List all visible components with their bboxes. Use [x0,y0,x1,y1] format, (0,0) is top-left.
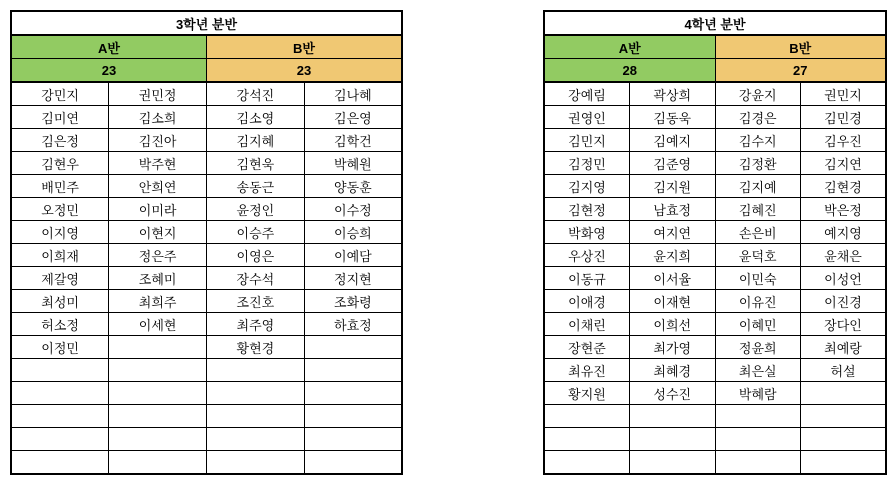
student-name-cell: 곽상희 [630,82,716,106]
student-name-cell: 김정환 [715,152,801,175]
empty-cell [11,359,109,382]
empty-cell [109,428,207,451]
empty-cell [207,359,305,382]
student-name-cell: 장수석 [207,267,305,290]
student-name-cell: 김우진 [801,129,887,152]
student-name-cell: 이혜민 [715,313,801,336]
student-row [11,152,402,175]
table-row [544,11,886,35]
student-row [11,221,402,244]
student-name-cell: 안희연 [109,175,207,198]
student-name-cell: 여지연 [630,221,716,244]
student-name-cell: 이예담 [304,244,402,267]
student-name-cell: 이성언 [801,267,887,290]
student-name-cell: 권민정 [109,82,207,106]
empty-cell [801,428,887,451]
grade3-class-a-header: A반 [11,35,207,59]
student-name-cell: 이희선 [630,313,716,336]
empty-cell [11,405,109,428]
student-name-cell: 이유진 [715,290,801,313]
student-name-cell: 예지영 [801,221,887,244]
student-row [11,405,402,428]
student-name-cell: 최성미 [11,290,109,313]
student-name-cell: 윤지희 [630,244,716,267]
student-name-cell: 조혜미 [109,267,207,290]
empty-cell [207,428,305,451]
grade3-class-b-header: B반 [207,35,403,59]
grade4-class-b-header: B반 [715,35,886,59]
student-name-cell: 강민지 [11,82,109,106]
student-name-cell: 이동규 [544,267,630,290]
empty-cell [630,428,716,451]
student-name-cell: 허소정 [11,313,109,336]
student-name-cell: 이승주 [207,221,305,244]
student-name-cell: 제갈영 [11,267,109,290]
student-row [11,336,402,359]
student-name-cell: 손은비 [715,221,801,244]
student-name-cell: 이미라 [109,198,207,221]
student-name-cell: 이희재 [11,244,109,267]
student-name-cell: 김경은 [715,106,801,129]
empty-cell [630,405,716,428]
grade4-class-b-count: 27 [715,59,886,83]
empty-cell [801,405,887,428]
empty-cell [304,382,402,405]
student-name-cell: 김예지 [630,129,716,152]
student-name-cell: 최희주 [109,290,207,313]
student-name-cell: 김지예 [715,175,801,198]
student-name-cell: 김현정 [544,198,630,221]
empty-cell [630,451,716,475]
empty-cell [801,451,887,475]
student-row [544,175,886,198]
student-name-cell: 이민숙 [715,267,801,290]
student-row [544,405,886,428]
empty-cell [207,382,305,405]
table-row [11,59,402,83]
grade3-class-b-count: 23 [207,59,403,83]
student-name-cell: 이진경 [801,290,887,313]
student-name-cell: 김지영 [544,175,630,198]
student-name-cell: 허설 [801,359,887,382]
empty-cell [109,382,207,405]
student-row [544,290,886,313]
student-row [544,313,886,336]
student-name-cell: 최은실 [715,359,801,382]
student-name-cell: 이지영 [11,221,109,244]
student-name-cell: 김진아 [109,129,207,152]
student-name-cell: 정지현 [304,267,402,290]
student-name-cell: 김은정 [11,129,109,152]
student-row [11,106,402,129]
student-name-cell: 황지원 [544,382,630,405]
empty-cell [304,359,402,382]
grade4-class-a-header: A반 [544,35,715,59]
student-row [11,198,402,221]
grade3-class-a-count: 23 [11,59,207,83]
table-row [544,59,886,83]
student-row [544,359,886,382]
student-name-cell: 김학건 [304,129,402,152]
empty-cell [544,451,630,475]
student-name-cell: 이현지 [109,221,207,244]
empty-cell [304,405,402,428]
student-name-cell: 김민지 [544,129,630,152]
empty-cell [304,336,402,359]
grade3-roster-table [10,10,403,475]
student-row [544,244,886,267]
empty-cell [109,451,207,475]
student-name-cell: 김동욱 [630,106,716,129]
student-name-cell: 최유진 [544,359,630,382]
student-name-cell: 김지원 [630,175,716,198]
empty-cell [109,336,207,359]
student-name-cell: 윤정인 [207,198,305,221]
student-name-cell: 박혜람 [715,382,801,405]
student-name-cell: 송동근 [207,175,305,198]
student-name-cell: 김혜진 [715,198,801,221]
student-name-cell: 강예림 [544,82,630,106]
student-row [544,106,886,129]
student-row [11,359,402,382]
student-name-cell: 이재현 [630,290,716,313]
student-name-cell: 박혜원 [304,152,402,175]
student-row [11,382,402,405]
student-row [544,428,886,451]
student-name-cell: 우상진 [544,244,630,267]
grade4-class-a-count: 28 [544,59,715,83]
student-row [544,451,886,475]
student-name-cell: 오정민 [11,198,109,221]
student-name-cell: 이영은 [207,244,305,267]
student-row [11,244,402,267]
student-name-cell: 이수정 [304,198,402,221]
student-row [11,290,402,313]
student-name-cell: 김나혜 [304,82,402,106]
empty-cell [11,382,109,405]
empty-cell [109,359,207,382]
student-name-cell: 김소영 [207,106,305,129]
empty-cell [304,428,402,451]
student-row [11,313,402,336]
student-row [544,152,886,175]
student-row [11,82,402,106]
student-name-cell: 박화영 [544,221,630,244]
empty-cell [715,451,801,475]
student-name-cell: 강석진 [207,82,305,106]
student-name-cell: 최주영 [207,313,305,336]
empty-cell [207,405,305,428]
table-row [11,35,402,59]
student-row [11,175,402,198]
student-row [11,451,402,475]
student-name-cell: 남효정 [630,198,716,221]
student-name-cell: 정윤희 [715,336,801,359]
student-name-cell: 김현욱 [207,152,305,175]
empty-cell [715,405,801,428]
student-row [544,221,886,244]
student-name-cell: 김현경 [801,175,887,198]
student-row [544,336,886,359]
student-name-cell: 박은정 [801,198,887,221]
student-name-cell: 이채린 [544,313,630,336]
empty-cell [544,428,630,451]
student-name-cell: 김현우 [11,152,109,175]
student-name-cell: 최예랑 [801,336,887,359]
student-name-cell: 최혜경 [630,359,716,382]
empty-cell [715,428,801,451]
student-row [544,198,886,221]
student-row [11,267,402,290]
student-name-cell: 윤채은 [801,244,887,267]
student-name-cell: 장다인 [801,313,887,336]
student-row [544,382,886,405]
student-name-cell: 김정민 [544,152,630,175]
student-name-cell: 김소희 [109,106,207,129]
student-name-cell: 이서율 [630,267,716,290]
empty-cell [11,428,109,451]
student-name-cell: 정은주 [109,244,207,267]
student-name-cell: 권민지 [801,82,887,106]
grade4-table-title: 4학년 분반 [544,11,886,35]
student-name-cell: 조진호 [207,290,305,313]
grade4-roster-table [543,10,887,475]
student-name-cell: 장현준 [544,336,630,359]
student-name-cell: 김은영 [304,106,402,129]
empty-cell [109,405,207,428]
table-row [544,35,886,59]
student-name-cell: 김미연 [11,106,109,129]
student-row [544,267,886,290]
empty-cell [544,405,630,428]
student-name-cell: 이세현 [109,313,207,336]
student-name-cell: 성수진 [630,382,716,405]
student-name-cell: 양동훈 [304,175,402,198]
student-name-cell: 최가영 [630,336,716,359]
student-row [11,428,402,451]
student-name-cell: 하효정 [304,313,402,336]
student-name-cell: 김민경 [801,106,887,129]
student-name-cell: 박주현 [109,152,207,175]
student-name-cell: 이승희 [304,221,402,244]
student-name-cell: 김준영 [630,152,716,175]
empty-cell [11,451,109,475]
student-row [544,129,886,152]
student-name-cell: 강윤지 [715,82,801,106]
student-name-cell: 김수지 [715,129,801,152]
empty-cell [207,451,305,475]
student-name-cell: 권영인 [544,106,630,129]
student-name-cell: 윤덕호 [715,244,801,267]
student-row [11,129,402,152]
grade3-table-title: 3학년 분반 [11,11,402,35]
table-row [11,11,402,35]
empty-cell [304,451,402,475]
student-name-cell: 배민주 [11,175,109,198]
student-name-cell: 이애경 [544,290,630,313]
student-row [544,82,886,106]
student-name-cell: 황현경 [207,336,305,359]
empty-cell [801,382,887,405]
student-name-cell: 김지혜 [207,129,305,152]
student-name-cell: 김지연 [801,152,887,175]
student-name-cell: 조화령 [304,290,402,313]
student-name-cell: 이정민 [11,336,109,359]
